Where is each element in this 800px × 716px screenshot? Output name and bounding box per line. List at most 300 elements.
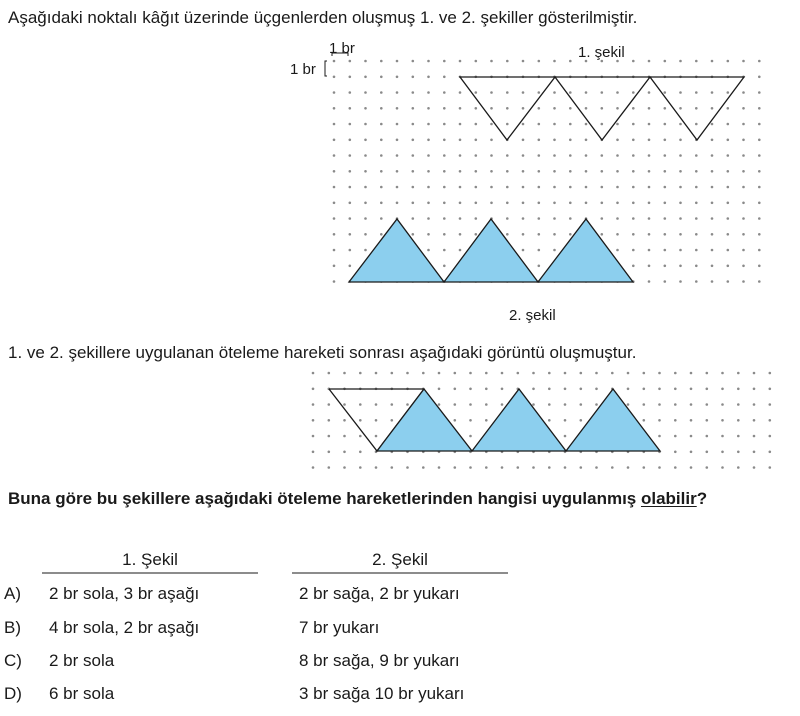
grid2-dot <box>312 419 315 422</box>
grid1-dot <box>616 91 619 94</box>
grid1-dot <box>679 233 682 236</box>
grid2-dot <box>690 419 693 422</box>
grid1-dot <box>632 202 635 205</box>
grid1-dot <box>727 123 730 126</box>
grid1-dot <box>412 60 415 63</box>
grid2-dot <box>737 466 740 469</box>
grid1-dot <box>601 170 604 173</box>
grid1-dot <box>538 186 541 189</box>
grid2-dot <box>532 403 535 406</box>
grid2-dot <box>627 466 630 469</box>
grid2-dot <box>611 372 614 375</box>
grid2-dot <box>406 466 409 469</box>
grid1-dot <box>711 139 714 142</box>
grid1-dot <box>616 170 619 173</box>
grid1-dot <box>711 233 714 236</box>
grid2-dot <box>328 372 331 375</box>
grid1-dot <box>396 202 399 205</box>
grid1-dot <box>632 170 635 173</box>
grid2-dot <box>343 372 346 375</box>
grid2-dot <box>548 388 551 391</box>
grid1-dot <box>742 217 745 220</box>
grid1-dot <box>727 280 730 283</box>
grid1-dot <box>490 60 493 63</box>
option-c-col2: 8 br sağa, 9 br yukarı <box>299 651 460 670</box>
grid2-dot <box>328 403 331 406</box>
grid1-dot <box>758 107 761 110</box>
grid1-dot <box>585 170 588 173</box>
grid1-dot <box>349 154 352 157</box>
grid1-dot <box>522 107 525 110</box>
grid1-dot <box>601 202 604 205</box>
grid1-dot <box>742 170 745 173</box>
grid1-dot <box>758 60 761 63</box>
grid1-dot <box>758 186 761 189</box>
grid1-dot <box>506 107 509 110</box>
grid2-dot <box>769 388 772 391</box>
grid2-dot <box>485 466 488 469</box>
grid2-dot <box>690 466 693 469</box>
grid1-dot <box>333 233 336 236</box>
grid2-dot <box>674 435 677 438</box>
grid1-dot <box>364 91 367 94</box>
grid1-dot <box>569 123 572 126</box>
grid2-dot <box>721 466 724 469</box>
grid1-dot <box>616 154 619 157</box>
grid1-dot <box>585 154 588 157</box>
grid1-dot <box>727 154 730 157</box>
grid1-dot <box>380 76 383 79</box>
grid2-dot <box>721 403 724 406</box>
grid2-dot <box>706 388 709 391</box>
grid2-dot <box>564 435 567 438</box>
grid1-dot <box>727 217 730 220</box>
grid1-dot <box>711 186 714 189</box>
grid1-dot <box>380 91 383 94</box>
grid2-dot <box>328 466 331 469</box>
grid2-dot <box>564 419 567 422</box>
grid1-dot <box>569 233 572 236</box>
grid1-dot <box>727 91 730 94</box>
grid1-dot <box>601 123 604 126</box>
grid2-dot <box>517 466 520 469</box>
option-d-col2: 3 br sağa 10 br yukarı <box>299 684 465 703</box>
grid1-dot <box>553 154 556 157</box>
grid2-dot <box>753 451 756 454</box>
grid2-dot <box>375 403 378 406</box>
grid1-dot <box>679 91 682 94</box>
grid1-dot <box>333 76 336 79</box>
grid1-dot <box>711 217 714 220</box>
grid1-dot <box>396 186 399 189</box>
grid2-dot <box>312 388 315 391</box>
grid1-dot <box>679 186 682 189</box>
grid2-dot <box>721 388 724 391</box>
grid1-dot <box>632 249 635 252</box>
grid1-dot <box>522 202 525 205</box>
grid1-dot <box>522 249 525 252</box>
option-a-letter: A) <box>4 584 21 603</box>
grid1-dot <box>349 123 352 126</box>
grid2-dot <box>737 451 740 454</box>
grid1-dot <box>585 91 588 94</box>
grid1-dot <box>727 60 730 63</box>
grid1-dot <box>349 217 352 220</box>
grid1-dot <box>459 154 462 157</box>
grid1-dot <box>459 233 462 236</box>
unit-label-top: 1 br <box>329 40 355 57</box>
grid2-dot <box>532 372 535 375</box>
grid1-dot <box>333 60 336 63</box>
grid1-dot <box>553 60 556 63</box>
grid2-dot <box>469 372 472 375</box>
grid1-dot <box>349 233 352 236</box>
grid1-dot <box>522 233 525 236</box>
grid2-dot <box>343 403 346 406</box>
grid1-dot <box>648 170 651 173</box>
grid1-dot <box>648 91 651 94</box>
grid1-dot <box>742 265 745 268</box>
grid1-dot <box>585 186 588 189</box>
option-a-col1: 2 br sola, 3 br aşağı <box>49 584 200 603</box>
grid1-dot <box>459 170 462 173</box>
grid1-dot <box>443 107 446 110</box>
grid1-dot <box>538 123 541 126</box>
grid1-dot <box>490 107 493 110</box>
grid2-dot <box>643 372 646 375</box>
grid1-dot <box>427 217 430 220</box>
grid1-dot <box>695 60 698 63</box>
grid1-dot <box>538 217 541 220</box>
grid1-dot <box>538 154 541 157</box>
grid2-dot <box>658 466 661 469</box>
grid1-dot <box>632 154 635 157</box>
grid1-dot <box>475 202 478 205</box>
grid2-dot <box>769 451 772 454</box>
grid1-dot <box>553 233 556 236</box>
grid2-dot <box>422 372 425 375</box>
grid1-dot <box>553 217 556 220</box>
grid1-dot <box>585 123 588 126</box>
grid1-dot <box>616 233 619 236</box>
grid2-dot <box>328 419 331 422</box>
grid1-dot <box>443 60 446 63</box>
grid1-dot <box>695 202 698 205</box>
grid1-dot <box>727 186 730 189</box>
grid1-dot <box>443 139 446 142</box>
question-text <box>8 489 707 509</box>
grid1-dot <box>443 76 446 79</box>
grid1-dot <box>412 107 415 110</box>
grid1-dot <box>742 186 745 189</box>
grid1-dot <box>475 91 478 94</box>
grid2-dot <box>517 372 520 375</box>
grid1-dot <box>664 265 667 268</box>
grid1-dot <box>475 107 478 110</box>
grid2-dot <box>564 372 567 375</box>
grid1-dot <box>742 249 745 252</box>
grid2-dot <box>343 466 346 469</box>
grid1-dot <box>443 217 446 220</box>
grid1-dot <box>364 233 367 236</box>
grid1-dot <box>333 186 336 189</box>
grid1-dot <box>349 265 352 268</box>
grid1-dot <box>553 202 556 205</box>
grid1-dot <box>648 233 651 236</box>
grid2-dot <box>595 466 598 469</box>
grid1-dot <box>695 233 698 236</box>
grid1-dot <box>553 91 556 94</box>
grid1-dot <box>443 233 446 236</box>
grid1-dot <box>695 186 698 189</box>
grid2-dot <box>438 403 441 406</box>
grid1-dot <box>664 60 667 63</box>
shape-2-triangle-a <box>349 219 444 282</box>
grid1-dot <box>758 154 761 157</box>
grid1-dot <box>679 217 682 220</box>
grid1-dot <box>412 123 415 126</box>
grid2-dot <box>611 466 614 469</box>
grid2-dot <box>328 435 331 438</box>
grid1-dot <box>396 107 399 110</box>
grid1-dot <box>648 60 651 63</box>
grid1-dot <box>522 217 525 220</box>
grid2-dot <box>548 372 551 375</box>
grid1-dot <box>427 91 430 94</box>
grid1-dot <box>679 202 682 205</box>
grid1-dot <box>679 170 682 173</box>
grid2-dot <box>643 419 646 422</box>
grid2-dot <box>690 372 693 375</box>
grid1-dot <box>333 139 336 142</box>
grid1-dot <box>664 217 667 220</box>
grid1-dot <box>349 202 352 205</box>
grid1-dot <box>333 154 336 157</box>
grid1-dot <box>522 91 525 94</box>
grid1-dot <box>601 217 604 220</box>
grid1-dot <box>538 265 541 268</box>
grid1-dot <box>364 107 367 110</box>
grid1-dot <box>349 139 352 142</box>
grid1-dot <box>506 60 509 63</box>
shape-2-triangle-c <box>538 219 633 282</box>
grid1-dot <box>632 139 635 142</box>
grid1-dot <box>396 91 399 94</box>
grid1-dot <box>427 170 430 173</box>
grid2-dot <box>328 451 331 454</box>
grid1-dot <box>616 186 619 189</box>
grid2-dot <box>532 388 535 391</box>
grid2-dot <box>359 466 362 469</box>
grid1-dot <box>569 202 572 205</box>
grid1-dot <box>475 233 478 236</box>
grid1-dot <box>679 154 682 157</box>
grid2-dot <box>595 403 598 406</box>
grid1-dot <box>349 170 352 173</box>
grid1-dot <box>427 76 430 79</box>
grid1-dot <box>664 154 667 157</box>
grid2-dot <box>532 466 535 469</box>
grid1-dot <box>427 123 430 126</box>
grid1-dot <box>427 249 430 252</box>
grid1-dot <box>364 123 367 126</box>
grid1-dot <box>396 139 399 142</box>
grid1-dot <box>506 217 509 220</box>
col2-header: 2. Şekil <box>372 550 428 569</box>
grid1-dot <box>349 60 352 63</box>
grid2-dot <box>312 372 315 375</box>
grid1-dot <box>380 202 383 205</box>
grid1-dot <box>475 170 478 173</box>
grid1-dot <box>742 233 745 236</box>
grid2-dot <box>690 435 693 438</box>
grid2-dot <box>454 372 457 375</box>
grid1-dot <box>349 186 352 189</box>
grid1-dot <box>695 91 698 94</box>
grid2-dot <box>454 466 457 469</box>
grid1-dot <box>742 107 745 110</box>
grid1-dot <box>711 265 714 268</box>
question-prefix: Buna göre bu şekillere aşağıdaki öteleme hareketlerinden hangisi uygulanmış <box>8 489 641 508</box>
grid2-dot <box>769 466 772 469</box>
grid1-dot <box>506 91 509 94</box>
grid2-dot <box>501 403 504 406</box>
grid2-dot <box>674 466 677 469</box>
grid2-dot <box>485 372 488 375</box>
grid1-dot <box>569 170 572 173</box>
grid1-dot <box>538 91 541 94</box>
grid2-dot <box>391 372 394 375</box>
grid1-dot <box>459 107 462 110</box>
grid1-dot <box>758 265 761 268</box>
option-d-col1: 6 br sola <box>49 684 115 703</box>
grid1-dot <box>695 123 698 126</box>
grid2-dot <box>753 388 756 391</box>
grid2-dot <box>721 435 724 438</box>
grid1-dot <box>427 60 430 63</box>
grid1-dot <box>412 186 415 189</box>
grid2-dot <box>564 388 567 391</box>
grid1-dot <box>711 280 714 283</box>
grid2-dot <box>706 451 709 454</box>
grid1-dot <box>664 202 667 205</box>
grid2-dot <box>643 403 646 406</box>
grid1-dot <box>569 154 572 157</box>
grid2-dot <box>469 466 472 469</box>
grid1-dot <box>632 233 635 236</box>
grid2-dot <box>674 372 677 375</box>
grid2-dot <box>501 388 504 391</box>
grid1-dot <box>506 186 509 189</box>
grid2-dot <box>690 403 693 406</box>
unit-label-left: 1 br <box>290 61 316 78</box>
grid1-dot <box>569 139 572 142</box>
grid1-dot <box>412 233 415 236</box>
grid1-dot <box>380 217 383 220</box>
grid1-dot <box>553 139 556 142</box>
grid1-dot <box>553 107 556 110</box>
grid1-dot <box>443 249 446 252</box>
grid1-dot <box>758 139 761 142</box>
grid2-dot <box>359 435 362 438</box>
option-b-col2: 7 br yukarı <box>299 618 380 637</box>
grid1-dot <box>427 186 430 189</box>
grid2-dot <box>658 435 661 438</box>
grid1-dot <box>648 186 651 189</box>
grid2-dot <box>501 466 504 469</box>
grid1-dot <box>538 249 541 252</box>
grid1-dot <box>538 60 541 63</box>
grid2-dot <box>706 466 709 469</box>
grid1-dot <box>459 60 462 63</box>
grid2-dot <box>359 451 362 454</box>
grid1-dot <box>742 280 745 283</box>
grid1-dot <box>601 107 604 110</box>
grid1-dot <box>742 154 745 157</box>
grid1-dot <box>632 123 635 126</box>
col1-header: 1. Şekil <box>122 550 178 569</box>
grid1-dot <box>380 107 383 110</box>
option-a-col2: 2 br sağa, 2 br yukarı <box>299 584 460 603</box>
grid1-dot <box>553 170 556 173</box>
grid2-dot <box>312 466 315 469</box>
grid1-dot <box>695 154 698 157</box>
grid2-dot <box>643 388 646 391</box>
grid1-dot <box>616 249 619 252</box>
grid1-dot <box>648 249 651 252</box>
grid1-dot <box>396 170 399 173</box>
grid1-dot <box>727 249 730 252</box>
grid1-dot <box>475 154 478 157</box>
grid1-dot <box>333 170 336 173</box>
grid2-dot <box>469 388 472 391</box>
grid1-dot <box>380 154 383 157</box>
grid1-dot <box>396 154 399 157</box>
grid2-dot <box>658 388 661 391</box>
grid1-dot <box>443 154 446 157</box>
grid2-dot <box>737 403 740 406</box>
intro-text: Aşağıdaki noktalı kâğıt üzerinde üçgenlerden oluşmuş 1. ve 2. şekiller gösterilmiştir. <box>8 8 638 27</box>
grid2-dot <box>753 419 756 422</box>
grid1-dot <box>427 139 430 142</box>
grid2-dot <box>312 403 315 406</box>
grid1-dot <box>364 217 367 220</box>
grid1-dot <box>742 123 745 126</box>
grid1-dot <box>569 91 572 94</box>
grid1-dot <box>412 76 415 79</box>
grid1-dot <box>506 123 509 126</box>
grid1-dot <box>742 91 745 94</box>
grid1-dot <box>648 107 651 110</box>
grid1-dot <box>664 91 667 94</box>
grid1-dot <box>333 217 336 220</box>
grid1-dot <box>349 76 352 79</box>
grid1-dot <box>333 249 336 252</box>
grid1-dot <box>632 107 635 110</box>
grid1-dot <box>459 139 462 142</box>
grid1-dot <box>522 186 525 189</box>
grid2-dot <box>422 466 425 469</box>
grid2-dot <box>438 466 441 469</box>
grid2-dot <box>501 372 504 375</box>
grid1-dot <box>412 139 415 142</box>
grid2-dot <box>485 403 488 406</box>
grid2-dot <box>627 388 630 391</box>
grid2-dot <box>564 403 567 406</box>
grid1-dot <box>364 60 367 63</box>
grid1-dot <box>380 170 383 173</box>
grid2-dot <box>312 435 315 438</box>
